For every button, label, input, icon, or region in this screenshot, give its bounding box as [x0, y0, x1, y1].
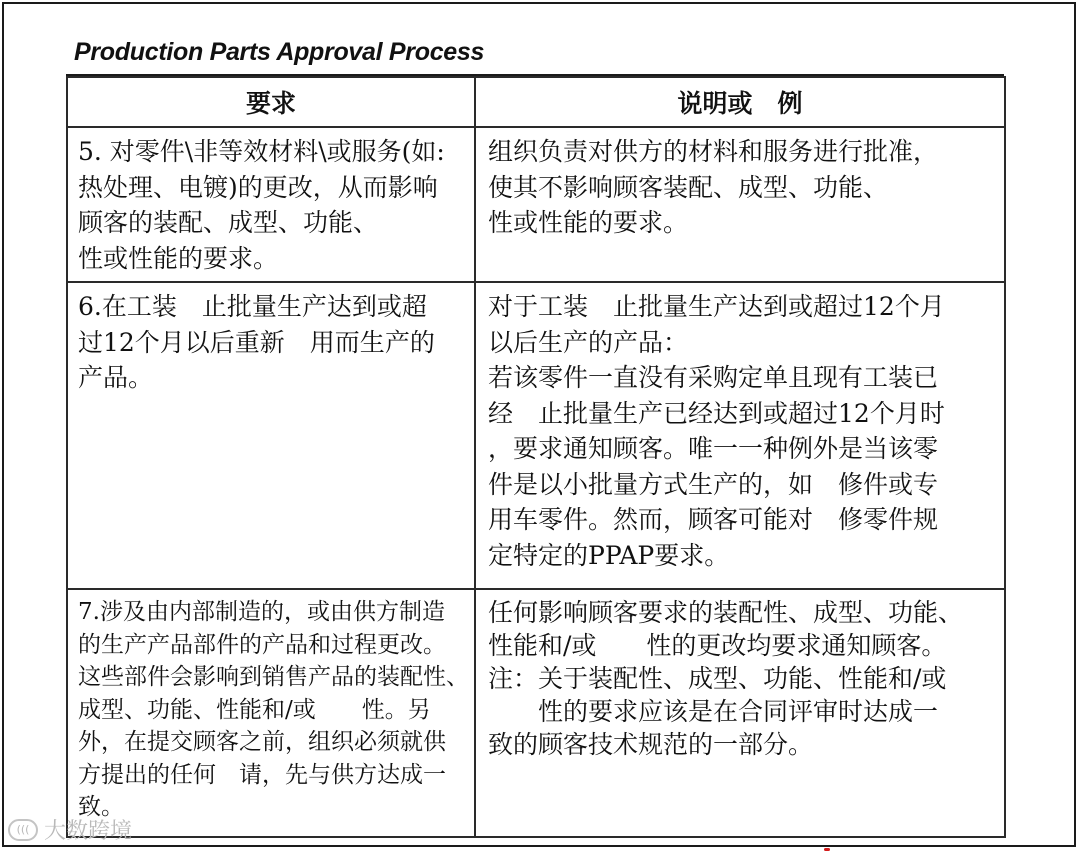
explanation-cell [475, 589, 1005, 837]
document-title: Production Parts Approval Process [74, 38, 485, 66]
requirement-cell [67, 282, 475, 589]
explanation-text: 任何影响顾客要求的装配性、成型、功能、 性能和/或 性的更改均要求通知顾客。 注：关于装配性、成型、功能、性能和/或 性的要求应该是在合同评审时达成一 致的顾客技术规范的一部分。 [488, 598, 964, 759]
explanation-text: 对于工装 止批量生产达到或超过12个月 以后生产的产品： 若该零件一直没有采购定单且现有工装已 经 止批量生产已经达到或超过12个月时 ，要求通知顾客。唯一一种例外是当该零 件是以小批量方式生产的，如 修件或专 用车零件。然而，顾客可能对 修零件规 定特定的PPAP要求。 [488, 292, 945, 570]
table-header-row [67, 77, 1005, 127]
requirement-text: 6.在工装 止批量生产达到或超 过12个月以后重新 用而生产的 产品。 [78, 292, 435, 392]
table-row [67, 589, 1005, 837]
explanation-cell [475, 282, 1005, 589]
header-explanation: 说明或 例 [475, 77, 1005, 127]
header-requirement: 要求 [67, 77, 475, 127]
watermark-logo-icon: ((( [8, 819, 38, 841]
requirement-text: 7.涉及由内部制造的，或由供方制造 的生产产品部件的产品和过程更改。 这些部件会影响到销售产品的装配性、 成型、功能、性能和/或 性。另 外，在提交顾客之前，组织必须就供 方提出的任何 请，先与供方达成一 致。 [78, 599, 469, 820]
explanation-text: 组织负责对供方的材料和服务进行批准， 使其不影响顾客装配、成型、功能、 性或性能的要求。 [488, 137, 939, 237]
table-row [67, 282, 1005, 589]
requirement-cell [67, 127, 475, 282]
requirements-table [66, 76, 1006, 838]
requirement-text: 5. 对零件\非等效材料\或服务(如: 热处理、电镀)的更改，从而影响 顾客的装配、成型、功能、 性或性能的要求。 [78, 137, 445, 273]
explanation-cell [475, 127, 1005, 282]
watermark-text: 大数跨境 [44, 819, 133, 844]
requirement-cell [67, 589, 475, 837]
watermark [8, 814, 132, 845]
table-row [67, 127, 1005, 282]
